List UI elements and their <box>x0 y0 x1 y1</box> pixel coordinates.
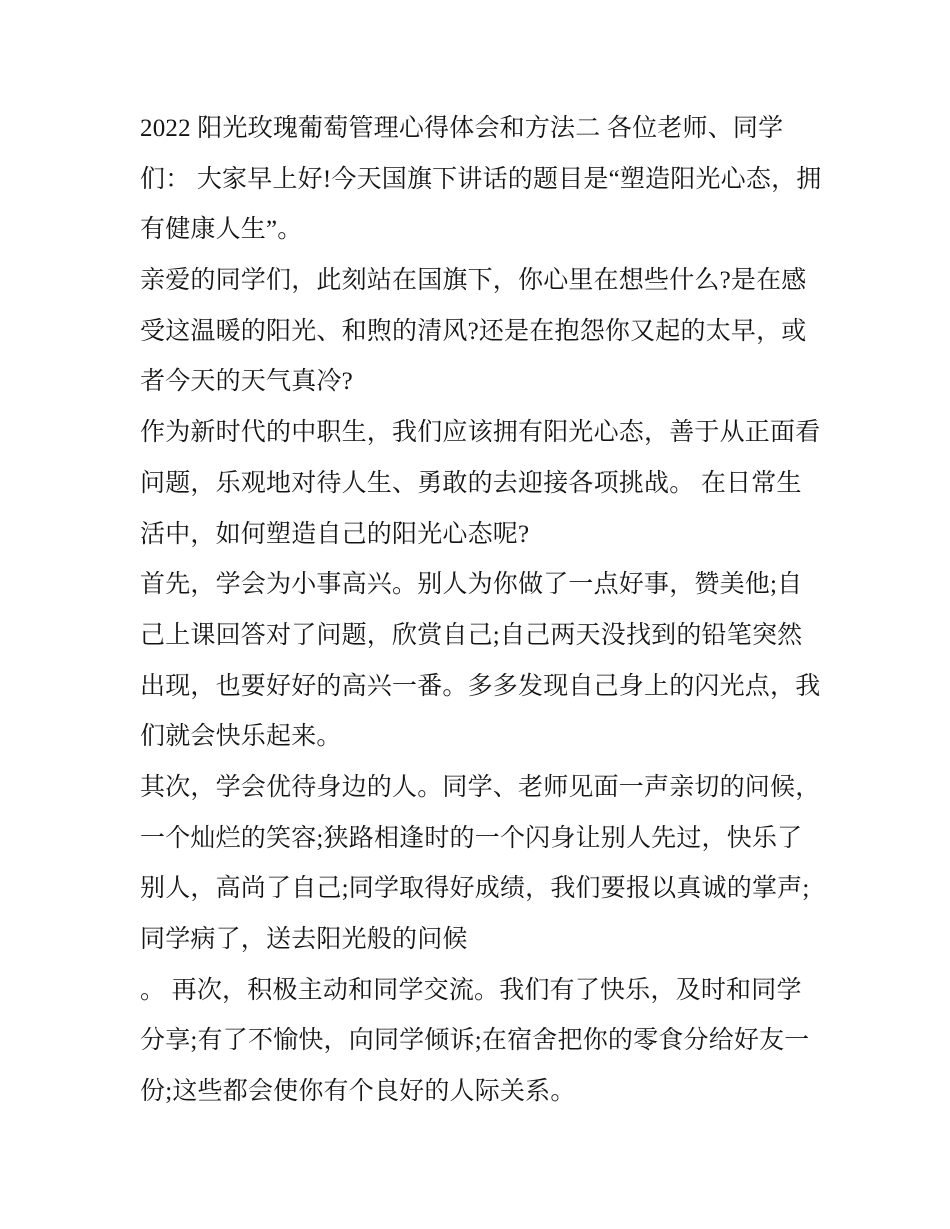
text-line: 份;这些都会使你有个良好的人际关系。 <box>140 1078 576 1106</box>
text-line: 首先，学会为小事高兴。别人为你做了一点好事，赞美他;自 <box>140 571 803 599</box>
document-text <box>140 104 820 1118</box>
paragraph-1 <box>140 104 820 256</box>
text-line: 己上课回答对了问题，欣赏自己;自己两天没找到的铅笔突然 <box>140 621 803 649</box>
paragraph-6 <box>140 966 820 1118</box>
text-line: 2022 阳光玫瑰葡萄管理心得体会和方法二 各位老师、同学 <box>140 115 784 142</box>
paragraph-2 <box>140 256 820 408</box>
paragraph-5 <box>140 763 820 966</box>
text-line: 问题，乐观地对待人生、勇敢的去迎接各项挑战。 在日常生 <box>140 469 802 497</box>
text-line: 们： 大家早上好!今天国旗下讲话的题目是“塑造阳光心态，拥 <box>140 165 822 193</box>
text-line: 作为新时代的中职生，我们应该拥有阳光心态，善于从正面看 <box>140 419 821 447</box>
text-line: 。 再次，积极主动和同学交流。我们有了快乐，及时和同学 <box>140 976 802 1004</box>
text-line: 别人，高尚了自己;同学取得好成绩，我们要报以真诚的掌声; <box>140 875 810 903</box>
text-line: 一个灿烂的笑容;狭路相逢时的一个闪身让别人先过，快乐了 <box>140 824 803 852</box>
text-line: 活中，如何塑造自己的阳光心态呢? <box>140 520 530 548</box>
text-line: 其次，学会优待身边的人。同学、老师见面一声亲切的问候， <box>140 773 821 801</box>
paragraph-4 <box>140 560 820 763</box>
text-line: 受这温暖的阳光、和煦的清风?还是在抱怨你又起的太早，或 <box>140 317 807 345</box>
text-line: 有健康人生”。 <box>140 216 303 244</box>
text-line: 同学病了，送去阳光般的问候 <box>140 926 468 953</box>
text-line: 者今天的天气真冷? <box>140 368 353 396</box>
text-line: 们就会快乐起来。 <box>140 723 342 751</box>
paragraph-3 <box>140 408 820 560</box>
text-line: 出现，也要好好的高兴一番。多多发现自己身上的闪光点，我 <box>140 672 821 700</box>
text-line: 分享;有了不愉快，向同学倾诉;在宿舍把你的零食分给好友一 <box>140 1027 810 1055</box>
text-line: 亲爱的同学们，此刻站在国旗下，你心里在想些什么?是在感 <box>140 267 807 295</box>
